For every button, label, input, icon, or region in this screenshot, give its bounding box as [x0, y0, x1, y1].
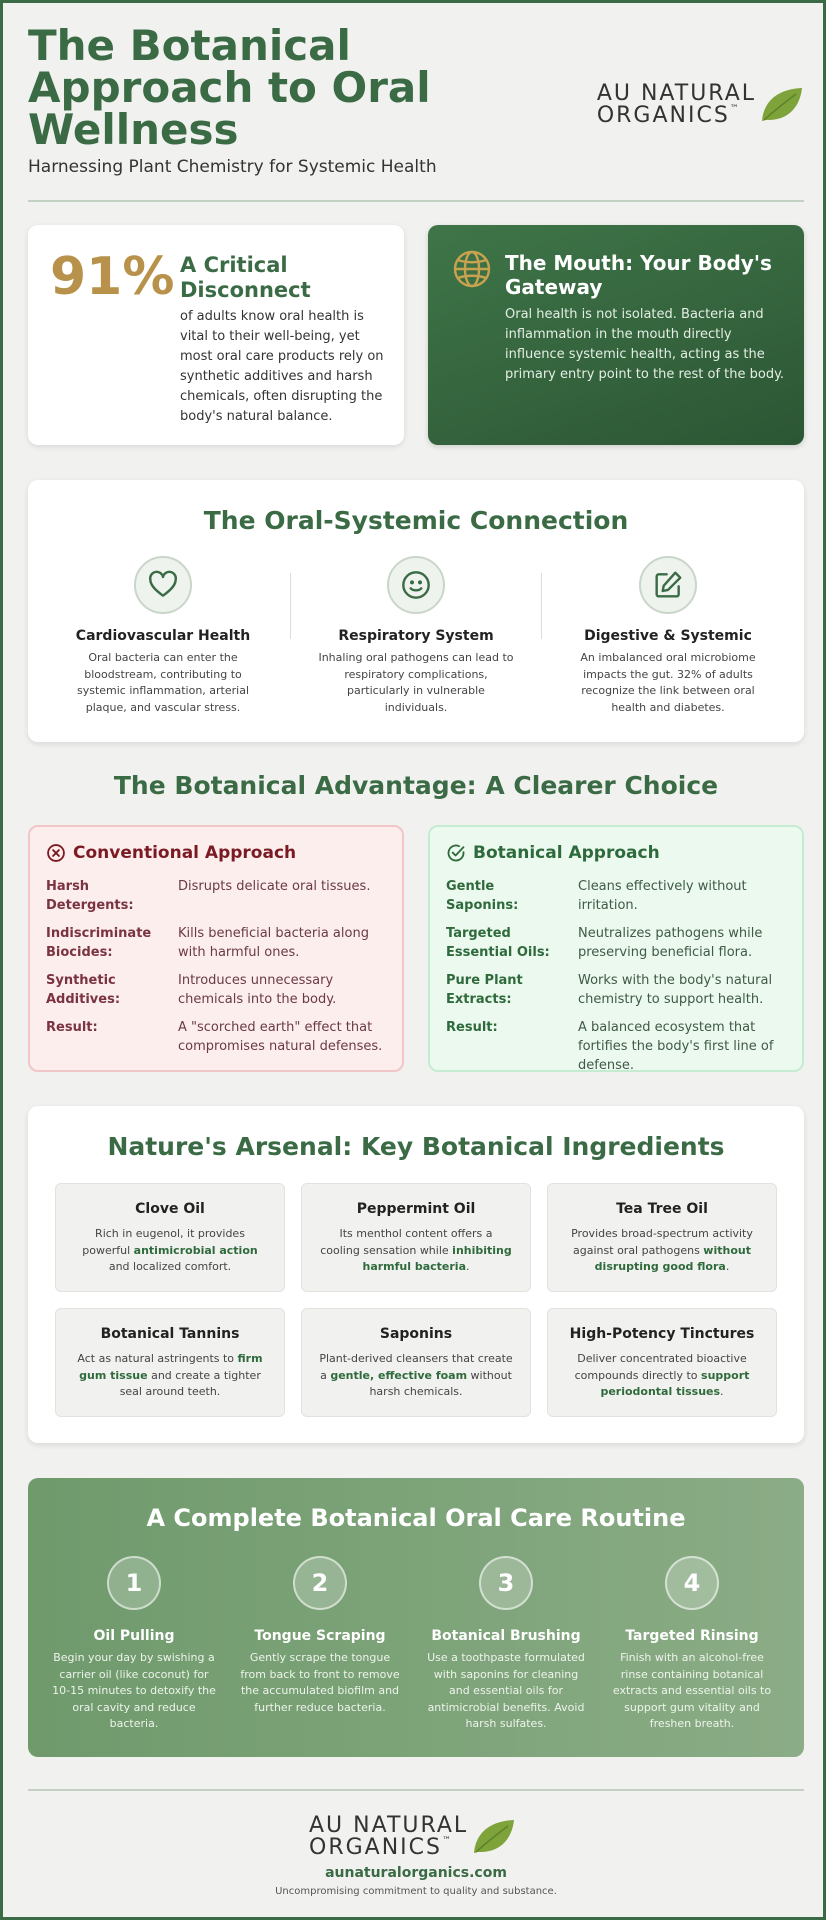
ingredient-title: Saponins — [379, 1326, 453, 1342]
step-number: 3 — [479, 1556, 533, 1610]
ingredient-text-end: and create a tighter seal around teeth. — [119, 1368, 261, 1398]
x-circle-icon — [46, 843, 66, 863]
ingredient-card — [301, 1183, 531, 1292]
logo-line-1: AU NATURAL — [596, 81, 756, 106]
column-divider — [541, 573, 542, 639]
botanical-heading: Botanical Approach — [473, 843, 660, 863]
gateway-text: Oral health is not isolated. Bacteria and inflammation in the mouth directly influence systemic health, acting as the primary entry point to the rest of the body. — [505, 307, 785, 382]
stat-value: 91% — [50, 247, 175, 307]
step-text: Gently scrape the tongue from back to front to remove the accumulated biofilm and further reduce bacteria. — [240, 1651, 400, 1714]
heart-icon — [147, 569, 179, 601]
ingredient-text: Rich in eugenol, it provides powerful — [82, 1227, 245, 1257]
step-number: 2 — [293, 1556, 347, 1610]
globe-icon — [452, 249, 492, 289]
stat-card — [28, 225, 404, 445]
brand-logo — [597, 83, 804, 127]
page-content — [28, 3, 804, 1897]
gateway-title: The Mouth: Your Body's Gateway — [505, 251, 772, 299]
ingredient-highlight: firm gum tissue — [79, 1352, 263, 1382]
routine-step — [608, 1556, 776, 1733]
ingredient-card — [55, 1308, 285, 1417]
ingredient-highlight: inhibiting harmful bacteria — [362, 1243, 512, 1273]
compare-value: A "scorched earth" effect that compromises natural defenses. — [178, 1020, 383, 1054]
compare-value: A balanced ecosystem that fortifies the body's first line of defense. — [578, 1020, 774, 1073]
step-title: Botanical Brushing — [431, 1628, 581, 1644]
connection-section — [28, 480, 804, 742]
ingredient-text: Provides broad-spectrum activity against oral pathogens — [571, 1227, 753, 1257]
page-title: The Botanical Approach to Oral Wellness — [28, 21, 431, 154]
footer-divider — [28, 1789, 804, 1791]
conventional-panel — [28, 825, 404, 1072]
ingredient-card — [301, 1308, 531, 1417]
ingredient-text-end: . — [720, 1385, 724, 1398]
step-text: Begin your day by swishing a carrier oil (like coconut) for 10-15 minutes to detoxify the oral cavity and reduce bacteria. — [52, 1651, 216, 1730]
ingredient-text: Act as natural astringents to — [77, 1352, 238, 1365]
column-divider — [290, 573, 291, 639]
logo-line-2: ORGANICS — [596, 103, 730, 128]
compare-key: Harsh Detergents: — [46, 879, 134, 913]
compare-value: Introduces unnecessary chemicals into the body. — [178, 973, 337, 1007]
compare-value: Disrupts delicate oral tissues. — [178, 879, 371, 894]
ingredient-highlight: gentle, effective foam — [330, 1368, 468, 1382]
footer-url-link[interactable]: aunaturalorganics.com — [325, 1865, 507, 1881]
connection-item-text: An imbalanced oral microbiome impacts the gut. 32% of adults recognize the link between oral health and diabetes. — [580, 651, 756, 714]
compare-key: Targeted Essential Oils: — [446, 926, 550, 960]
ingredient-title: Peppermint Oil — [356, 1201, 476, 1217]
logo-line-1: AU NATURAL — [309, 1813, 469, 1838]
connection-item-text: Inhaling oral pathogens can lead to respiratory complications, particularly in vulnerable individuals. — [318, 651, 514, 714]
compare-key: Pure Plant Extracts: — [446, 973, 523, 1007]
compare-value: Neutralizes pathogens while preserving beneficial flora. — [578, 926, 763, 960]
ingredient-text-end: . — [725, 1260, 730, 1273]
ingredient-highlight: support periodontal tissues — [600, 1368, 750, 1398]
advantage-title: The Botanical Advantage: A Clearer Choice — [113, 771, 719, 800]
compare-key: Gentle Saponins: — [446, 879, 519, 913]
connection-item-title: Cardiovascular Health — [75, 628, 251, 644]
compare-value: Kills beneficial bacteria along with harmful ones. — [178, 926, 369, 960]
ingredient-card — [55, 1183, 285, 1292]
footer-logo — [309, 1815, 516, 1859]
botanical-panel — [428, 825, 804, 1072]
connection-item — [48, 556, 278, 716]
routine-step — [50, 1556, 218, 1733]
ingredient-title: Tea Tree Oil — [616, 1201, 708, 1217]
step-text: Finish with an alcohol-free rinse containing botanical extracts and essential oils to support gum vitality and freshen breath. — [612, 1651, 772, 1730]
gateway-card — [428, 225, 804, 445]
connection-item — [553, 556, 783, 716]
connection-item-title: Digestive & Systemic — [584, 628, 752, 644]
edit-icon — [652, 569, 684, 601]
ingredient-title: High-Potency Tinctures — [569, 1326, 755, 1342]
step-number: 1 — [107, 1556, 161, 1610]
step-text: Use a toothpaste formulated with saponins for cleaning and essential oils for antimicrobial benefits. Avoid harsh sulfates. — [427, 1651, 585, 1730]
step-title: Targeted Rinsing — [625, 1628, 759, 1644]
ingredient-highlight: antimicrobial action — [133, 1243, 258, 1257]
header-divider — [28, 200, 804, 202]
footer-tagline: Uncompromising commitment to quality and substance. — [275, 1886, 557, 1897]
logo-line-2: ORGANICS — [309, 1835, 442, 1860]
ingredient-text-end: without harsh chemicals. — [369, 1368, 512, 1398]
compare-value: Works with the body's natural chemistry to support health. — [578, 973, 773, 1007]
header — [28, 3, 804, 201]
stat-title: A Critical Disconnect — [180, 253, 311, 302]
connection-title: The Oral-Systemic Connection — [203, 506, 629, 535]
connection-item-title: Respiratory System — [338, 628, 494, 644]
routine-title: A Complete Botanical Oral Care Routine — [146, 1504, 686, 1532]
routine-step — [236, 1556, 404, 1716]
ingredient-title: Botanical Tannins — [100, 1326, 240, 1342]
smile-icon — [400, 569, 432, 601]
routine-section — [28, 1478, 804, 1757]
step-number: 4 — [665, 1556, 719, 1610]
compare-key: Synthetic Additives: — [46, 973, 121, 1007]
check-circle-icon — [446, 843, 466, 863]
connection-item — [301, 556, 531, 716]
ingredient-highlight: without disrupting good flora — [594, 1243, 751, 1273]
ingredient-text-end: . — [466, 1260, 470, 1273]
routine-step — [422, 1556, 590, 1733]
step-title: Tongue Scraping — [254, 1628, 386, 1644]
leaf-icon — [758, 85, 804, 125]
ingredient-text: Plant-derived cleansers that create a — [319, 1352, 513, 1382]
connection-item-text: Oral bacteria can enter the bloodstream, contributing to systemic inflammation, arterial plaque, and vascular stress. — [76, 651, 250, 714]
ingredient-text: Deliver concentrated bioactive compounds directly to — [574, 1352, 747, 1382]
stat-text: of adults know oral health is vital to their well-being, yet most oral care products rely on synthetic additives and harsh chemicals, often disrupting the body's natural balance. — [180, 309, 384, 424]
ingredient-title: Clove Oil — [135, 1201, 205, 1217]
logo-trademark: ™ — [441, 1836, 451, 1846]
compare-key: Result: — [446, 1020, 498, 1035]
compare-value: Cleans effectively without irritation. — [578, 879, 747, 913]
compare-key: Indiscriminate Biocides: — [46, 926, 152, 960]
leaf-icon — [470, 1817, 516, 1857]
conventional-heading: Conventional Approach — [73, 843, 297, 863]
page-subtitle: Harnessing Plant Chemistry for Systemic Health — [28, 157, 437, 177]
ingredients-section — [28, 1106, 804, 1443]
ingredient-text-end: and localized comfort. — [108, 1260, 232, 1273]
ingredients-title: Nature's Arsenal: Key Botanical Ingredients — [107, 1132, 725, 1161]
ingredient-card — [547, 1308, 777, 1417]
ingredient-card — [547, 1183, 777, 1292]
step-title: Oil Pulling — [93, 1628, 175, 1644]
compare-key: Result: — [46, 1020, 98, 1035]
logo-trademark: ™ — [729, 104, 739, 114]
ingredient-text: Its menthol content offers a cooling sensation while — [320, 1227, 493, 1257]
